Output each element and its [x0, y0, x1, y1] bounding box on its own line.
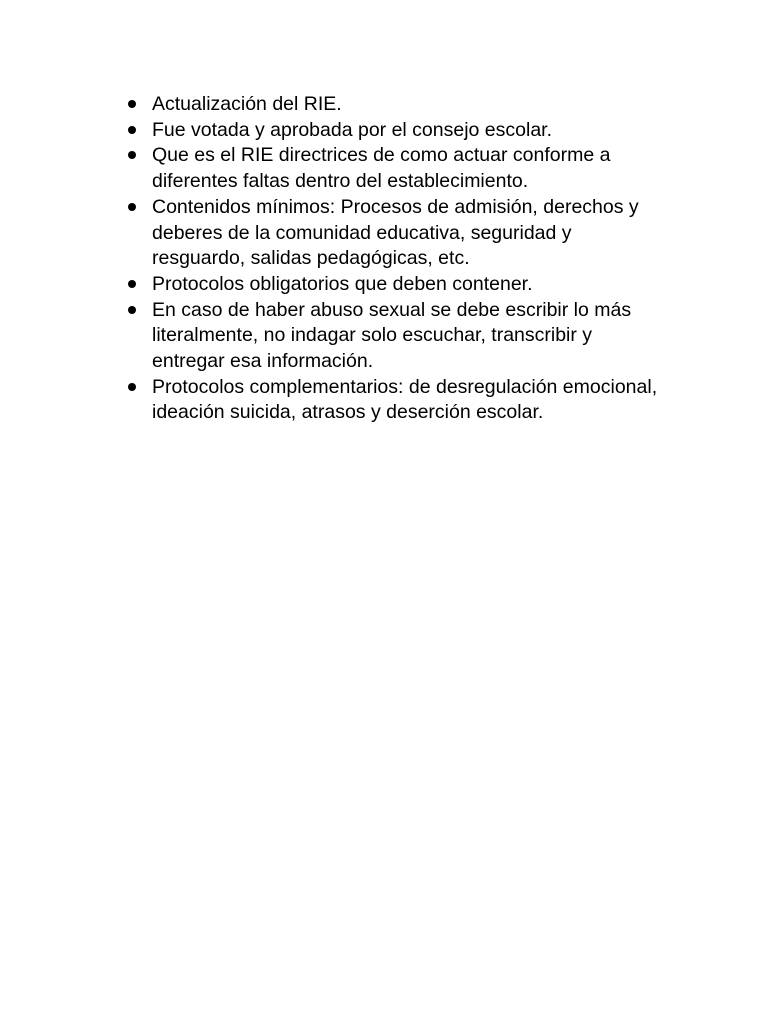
bullet-icon — [128, 203, 136, 211]
list-item — [126, 272, 666, 298]
bullet-icon — [128, 383, 136, 391]
list-item-text: En caso de haber abuso sexual se debe escribir lo más literalmente, no indagar solo escuchar, transcribir y entregar esa información. — [152, 298, 632, 373]
list-item — [126, 118, 666, 144]
list-item-text: Fue votada y aprobada por el consejo escolar. — [152, 118, 553, 141]
list-item-text: Actualización del RIE. — [152, 93, 342, 115]
bullet-icon — [128, 280, 136, 288]
list-item — [126, 92, 666, 118]
list-item-text: Contenidos mínimos: Procesos de admisión, derechos y deberes de la comunidad educativa, seguridad y resguardo, salidas pedagógicas, etc. — [152, 195, 639, 270]
list-item — [126, 143, 666, 194]
list-item — [126, 375, 666, 426]
list-item — [126, 195, 666, 272]
bullet-icon — [128, 151, 136, 159]
list-item-text: Que es el RIE directrices de como actuar conforme a diferentes faltas dentro del establecimiento. — [152, 144, 611, 193]
bullet-icon — [128, 100, 136, 108]
list-item-text: Protocolos obligatorios que deben contener. — [152, 272, 533, 295]
bullet-list — [126, 92, 666, 426]
list-item — [126, 298, 666, 375]
bullet-icon — [128, 306, 136, 314]
list-item-text: Protocolos complementarios: de desregulación emocional, ideación suicida, atrasos y deserción escolar. — [152, 375, 658, 424]
bullet-icon — [128, 126, 136, 134]
